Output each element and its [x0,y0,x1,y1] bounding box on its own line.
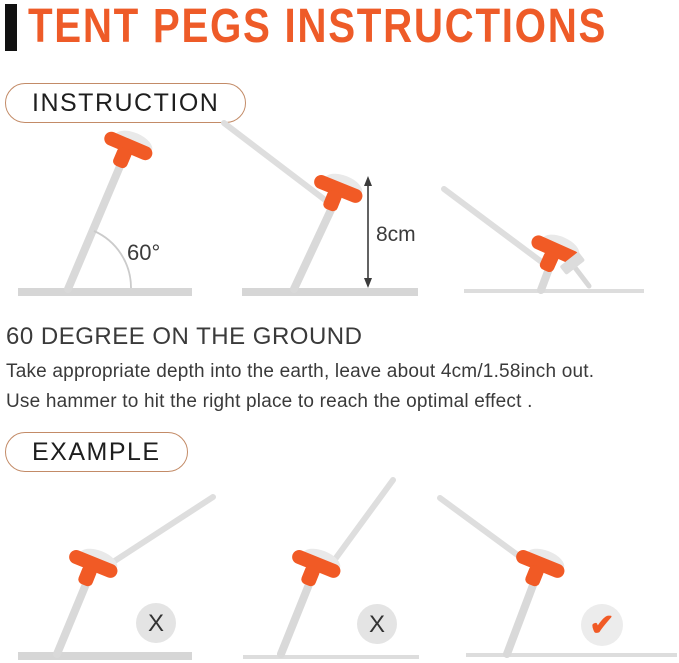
ground [466,653,677,657]
angle-arc [94,231,131,288]
ground [464,289,644,293]
page-title: TENT PEGS INSTRUCTIONS [28,0,608,53]
arrow-up-icon [364,176,372,186]
figure-peg-8cm [224,123,418,296]
ground [18,652,192,660]
instruction-figures [0,113,679,305]
figure-peg-60deg [18,122,192,296]
example-figures [0,473,679,663]
header-accent-bar [5,4,17,51]
check-mark-icon: ✔ [589,609,615,642]
header [5,0,679,53]
rope [224,123,333,206]
example-badge [5,432,188,472]
peg-handle-icon [61,540,123,594]
ground [242,288,418,296]
peg-shaft [294,197,337,289]
example-wrong-1 [18,497,213,660]
x-mark-icon: X [368,611,386,638]
description-line-2: Use hammer to hit the right place to reach the optimal effect . [6,391,533,412]
rope [444,189,547,266]
arrow-down-icon [364,278,372,288]
peg-handle-icon [96,122,158,177]
ground [243,655,419,659]
description-line-1: Take appropriate depth into the earth, leave about 4cm/1.58inch out. [6,361,595,382]
peg-handle-icon [284,540,346,594]
example-correct [440,498,677,657]
rope [333,480,393,562]
section-heading: 60 DEGREE ON THE GROUND [6,323,363,350]
angle-label: 60° [127,240,161,265]
rope [440,498,527,562]
rope [110,497,213,564]
figure-peg-hammer [444,189,644,293]
example-badge-label: EXAMPLE [32,437,161,466]
height-label: 8cm [376,223,416,246]
example-wrong-2 [243,480,419,659]
description-text [6,357,594,417]
ground [18,288,192,296]
peg-shaft [68,152,126,289]
instruction-badge-label: INSTRUCTION [32,88,220,117]
x-mark-icon: X [147,610,165,637]
peg-handle-icon [508,540,570,594]
